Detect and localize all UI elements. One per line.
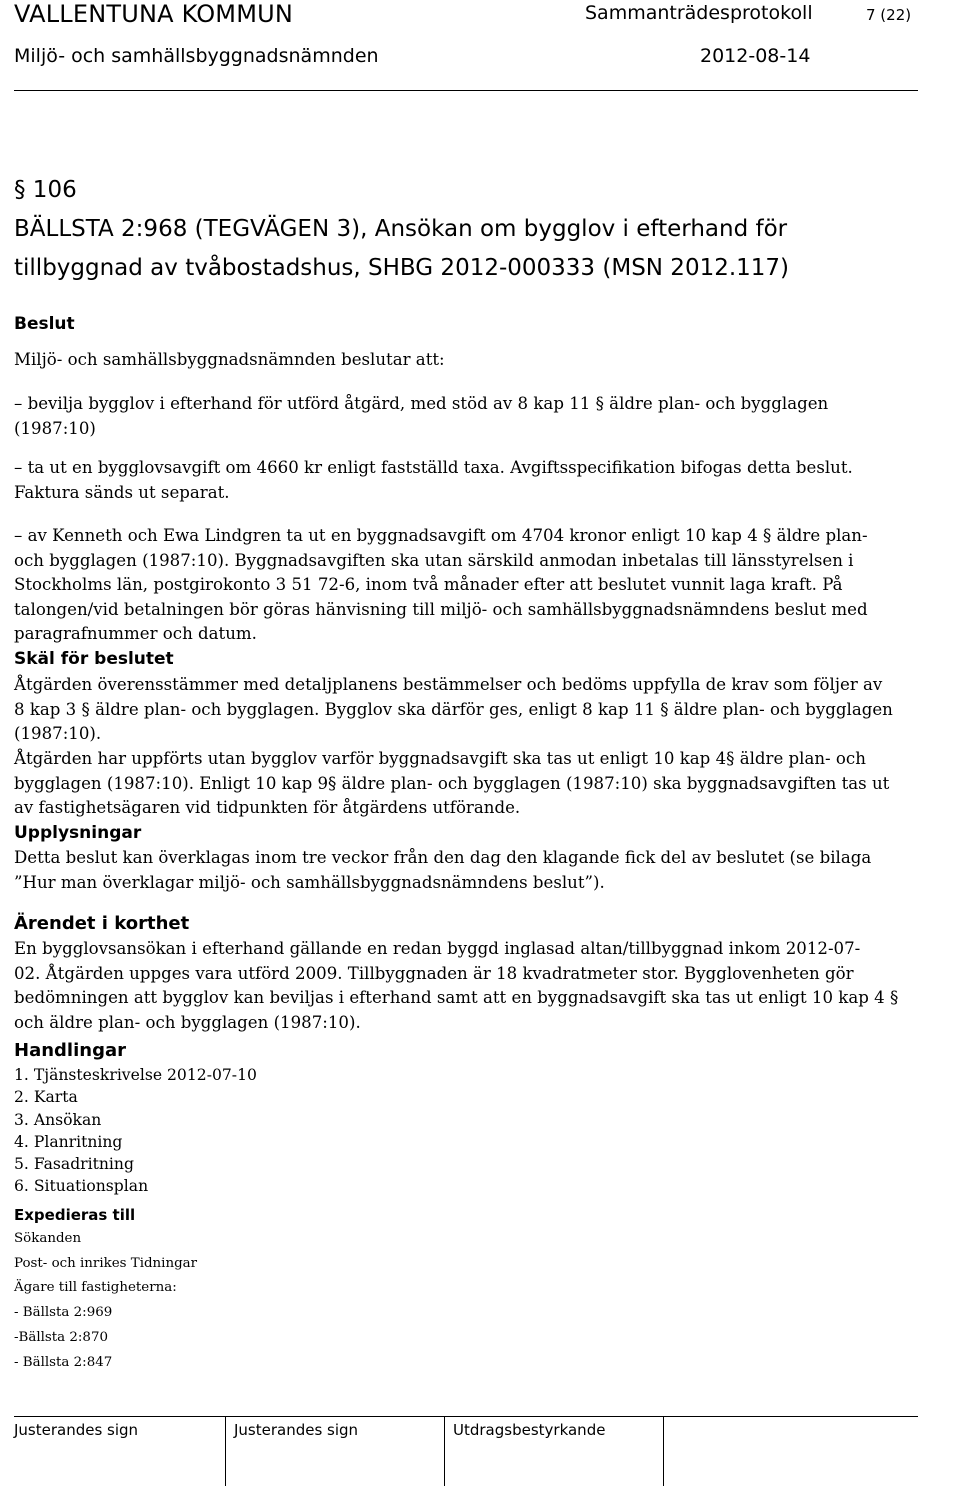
beslut-item-3-line2: och bygglagen (1987:10). Byggnadsavgiften ska utan särskild anmodan inbetalas till länsstyrelsen i (14, 550, 854, 570)
handlingar-item: 3. Ansökan (14, 1110, 102, 1129)
case-title-line1: BÄLLSTA 2:968 (TEGVÄGEN 3), Ansökan om bygglov i efterhand för (14, 216, 788, 242)
page-number: 7 (22) (866, 6, 912, 24)
skal-p2-line3: av fastighetsägaren vid tidpunkten för åtgärdens utförande. (14, 798, 521, 818)
document-type: Sammanträdesprotokoll (585, 2, 813, 24)
expedieras-item: Sökanden (14, 1231, 82, 1246)
footer-certification: Utdragsbestyrkande (453, 1421, 606, 1439)
expedieras-item: Post- och inrikes Tidningar (14, 1255, 198, 1271)
upplysningar-heading: Upplysningar (14, 823, 142, 843)
skal-paragraph-1 (14, 673, 893, 747)
handlingar-list (14, 1064, 884, 1198)
beslut-item-3-line5: paragrafnummer och datum. (14, 624, 257, 644)
beslut-item-2 (14, 456, 884, 505)
meeting-date: 2012-08-14 (700, 45, 811, 67)
handlingar-item: 5. Fasadritning (14, 1155, 134, 1174)
beslut-item-2-line2: Faktura sänds ut separat. (14, 482, 230, 502)
skal-p2-line1: Åtgärden har uppförts utan bygglov varför byggnadsavgift ska tas ut enligt 10 kap 4§ äldre plan- och (14, 749, 866, 768)
arendet-line3: bedömningen att bygglov kan beviljas i efterhand samt att en byggnadsavgift ska tas ut enligt 10 kap 4 § (14, 988, 899, 1008)
board-name: Miljö- och samhällsbyggnadsnämnden (14, 45, 379, 67)
upplysningar-line1: Detta beslut kan överklagas inom tre veckor från den dag den klagande fick del av beslutet (se bilaga (14, 848, 872, 867)
footer-rule-top (14, 1416, 918, 1417)
skal-p1-line2: 8 kap 3 § äldre plan- och bygglagen. Bygglov ska därför ges, enligt 8 kap 11 § äldre plan- och bygglagen (14, 699, 893, 719)
beslut-heading: Beslut (14, 314, 75, 334)
beslut-item-1 (14, 392, 884, 441)
arendet-heading: Ärendet i korthet (14, 913, 190, 934)
org-name: VALLENTUNA KOMMUN (14, 0, 294, 28)
header-rule (14, 90, 918, 91)
footer-divider-3 (663, 1416, 664, 1486)
beslut-item-3-line3: Stockholms län, postgirokonto 3 51 72-6, inom två månader efter att beslutet vunnit laga kraft. På (14, 575, 843, 595)
section-number: § 106 (14, 177, 77, 203)
beslut-item-3-line1: – av Kenneth och Ewa Lindgren ta ut en byggnadsavgift om 4704 kronor enligt 10 kap 4 § äldre plan- (14, 526, 868, 545)
beslut-item-3 (14, 524, 884, 647)
expedieras-heading: Expedieras till (14, 1206, 136, 1224)
arendet-line4: och äldre plan- och bygglagen (1987:10). (14, 1012, 361, 1032)
skal-paragraph-2 (14, 747, 890, 821)
case-title-line2: tillbyggnad av tvåbostadshus, SHBG 2012-000333 (MSN 2012.117) (14, 255, 790, 281)
skal-p1-line1: Åtgärden överensstämmer med detaljplanens bestämmelser och bedöms uppfylla de krav som följer av (14, 675, 883, 694)
footer-divider-1 (225, 1416, 226, 1486)
arendet-line1: En bygglovsansökan i efterhand gällande en redan byggd inglasad altan/tillbyggnad inkom 2012-07- (14, 939, 861, 958)
footer-sign-2: Justerandes sign (234, 1421, 359, 1439)
expedieras-item: Ägare till fastigheterna: (14, 1280, 177, 1296)
upplysningar-line2: ”Hur man överklagar miljö- och samhällsbyggnadsnämndens beslut”). (14, 872, 605, 892)
expedieras-item: - Bällsta 2:969 (14, 1305, 113, 1321)
beslut-item-3-line4: talongen/vid betalningen bör göras hänvisning till miljö- och samhällsbyggnadsnämndens beslut med (14, 599, 868, 619)
skal-heading: Skäl för beslutet (14, 649, 174, 669)
arendet-line2: 02. Åtgärden uppges vara utförd 2009. Tillbyggnaden är 18 kvadratmeter stor. Bygglovenheten gör (14, 963, 854, 983)
beslut-item-1-line1: – bevilja bygglov i efterhand för utförd åtgärd, med stöd av 8 kap 11 § äldre plan- och bygglagen (14, 394, 829, 413)
handlingar-heading: Handlingar (14, 1040, 126, 1061)
beslut-intro: Miljö- och samhällsbyggnadsnämnden beslutar att: (14, 350, 445, 369)
skal-p1-line3: (1987:10). (14, 724, 102, 744)
beslut-item-2-line1: – ta ut en bygglovsavgift om 4660 kr enligt fastställd taxa. Avgiftsspecifikation bifogas detta beslut. (14, 458, 853, 477)
handlingar-item: 6. Situationsplan (14, 1177, 149, 1196)
footer-sign-1: Justerandes sign (14, 1421, 139, 1439)
arendet-text (14, 937, 899, 1035)
expedieras-item: -Bällsta 2:870 (14, 1329, 108, 1345)
handlingar-item: 2. Karta (14, 1088, 78, 1107)
upplysningar-text (14, 846, 884, 895)
handlingar-item: 1. Tjänsteskrivelse 2012-07-10 (14, 1066, 257, 1084)
skal-p2-line2: bygglagen (1987:10). Enligt 10 kap 9§ äldre plan- och bygglagen (1987:10) ska byggnadsavgiften tas ut (14, 773, 890, 793)
beslut-item-1-line2: (1987:10) (14, 418, 96, 438)
footer-divider-2 (444, 1416, 445, 1486)
handlingar-item: 4. Planritning (14, 1132, 123, 1151)
expedieras-list (14, 1227, 884, 1375)
expedieras-item: - Bällsta 2:847 (14, 1354, 113, 1370)
